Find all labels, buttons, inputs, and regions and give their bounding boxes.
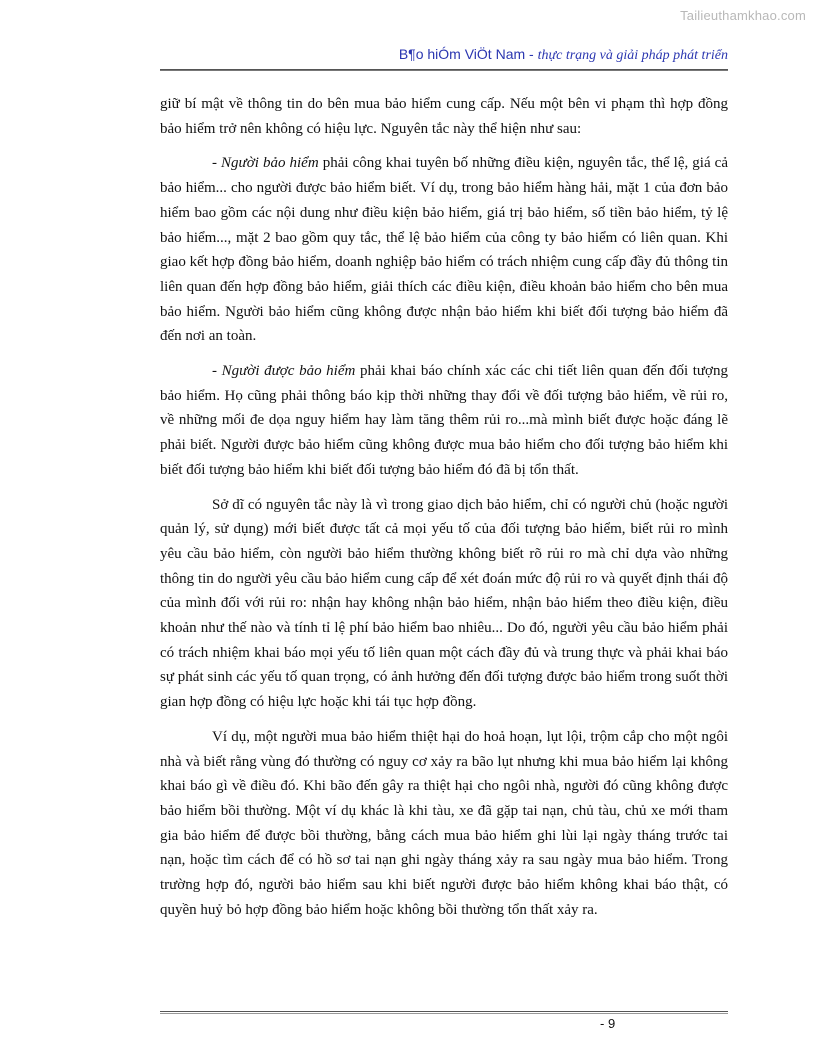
paragraph-2-text: phải công khai tuyên bố những điều kiện, nguyên tắc, thể lệ, giá cả bảo hiểm... cho người được bảo hiểm biết. Ví dụ, trong bảo hiểm hàng hải, mặt 1 của đơn bảo hiểm bao gồm các nội dung như điều kiện bảo hiểm, giá trị bảo hiểm, số tiền bảo hiểm, tỷ lệ bảo hiểm..., mặt 2 bao gồm quy tắc, thể lệ bảo hiểm của công ty bảo hiểm có liên quan. Khi giao kết hợp đồng bảo hiểm, doanh nghiệp bảo hiểm có trách nhiệm cung cấp đầy đủ thông tin liên quan đến hợp đồng bảo hiểm, giải thích các điều kiện, điều khoản bảo hiểm cho bên mua bảo hiểm. Người bảo hiểm cũng không được nhận bảo hiểm khi biết đối tượng bảo hiểm đã đến nơi an toàn. [160,155,728,345]
paragraph-5: Ví dụ, một người mua bảo hiểm thiệt hại do hoả hoạn, lụt lội, trộm cắp cho một ngôi nhà và biết rằng vùng đó thường có nguy cơ xảy ra bão lụt nhưng khi mua bảo hiểm lại không khai báo gì về điều đó. Khi bão đến gây ra thiệt hại cho ngôi nhà, người đó cũng không được bảo hiểm bồi thường. Một ví dụ khác là khi tàu, xe đã gặp tai nạn, chủ tàu, chủ xe mới tham gia bảo hiểm để được bồi thường, bằng cách mua bảo hiểm ghi lùi lại ngày tháng trước tai nạn, hoặc tìm cách để có hồ sơ tai nạn ghi ngày tháng xảy ra sau ngày mua bảo hiểm. Trong trường hợp đó, người bảo hiểm sau khi biết người được bảo hiểm không khai báo thật, có quyền huỷ bỏ hợp đồng bảo hiểm hoặc không bồi thường tổn thất xảy ra. [160,728,728,918]
paragraph-3-text: phải khai báo chính xác các chi tiết liên quan đến đối tượng bảo hiểm. Họ cũng phải thông báo kịp thời những thay đổi về đối tượng bảo hiểm, về rủi ro, về những mối đe dọa nguy hiểm hay làm tăng thêm rủi ro...mà mình biết được hoặc đáng lẽ phải biết. Người được bảo hiểm cũng không được mua bảo hiểm cho đối tượng bảo hiểm khi biết đối tượng bảo hiểm khi biết đối tượng bảo hiểm đó đã bị tổn thất. [160,363,728,478]
paragraph-3-term: Người được bảo hiểm [221,363,356,380]
footer-rule-secondary [160,1013,728,1014]
watermark: Tailieuthamkhao.com [680,8,806,23]
paragraph-3-lead: - [212,363,222,380]
paragraph-2-term: Người bảo hiểm [221,155,319,172]
paragraph-1: giữ bí mật về thông tin do bên mua bảo hiểm cung cấp. Nếu một bên vi phạm thì hợp đồng bảo hiểm trở nên không có hiệu lực. Nguyên tắc này thể hiện như sau: [160,96,728,137]
header-rule [160,70,728,71]
header-separator: - [525,46,538,62]
paragraph-3 [160,359,728,483]
paragraph-4: Sở dĩ có nguyên tắc này là vì trong giao dịch bảo hiểm, chỉ có người chủ (hoặc người quản lý, sử dụng) mới biết được tất cả mọi yếu tố của đối tượng bảo hiểm, biết rủi ro mình yêu cầu bảo hiểm, còn người bảo hiểm thường không biết rõ rủi ro mà chỉ dựa vào những thông tin do người yêu cầu bảo hiểm cung cấp để xét đoán mức độ rủi ro và quyết định thái độ của mình đối với rủi ro: nhận hay không nhận bảo hiểm, nhận bảo hiểm theo điều kiện, điều khoản như thế nào và tính tỉ lệ phí bảo hiểm bao nhiêu... Do đó, người yêu cầu bảo hiểm phải có trách nhiệm khai báo mọi yếu tố liên quan một cách đầy đủ và trung thực và phải khai báo sự phát sinh các yếu tố quan trọng, có ảnh hưởng đến đối tượng được bảo hiểm trong suốt thời gian hợp đồng có hiệu lực hoặc khi tái tục hợp đồng. [160,496,728,711]
page-number: - 9 [600,1016,616,1031]
running-header [160,46,728,70]
header-title: B¶o hiÓm ViÖt Nam [398,46,526,62]
footer-rule [160,1011,728,1012]
paragraph-2 [160,151,728,349]
document-body [160,92,728,933]
header-subtitle: thực trạng và giải pháp phát triển [537,48,728,63]
paragraph-2-lead: - [212,155,222,172]
